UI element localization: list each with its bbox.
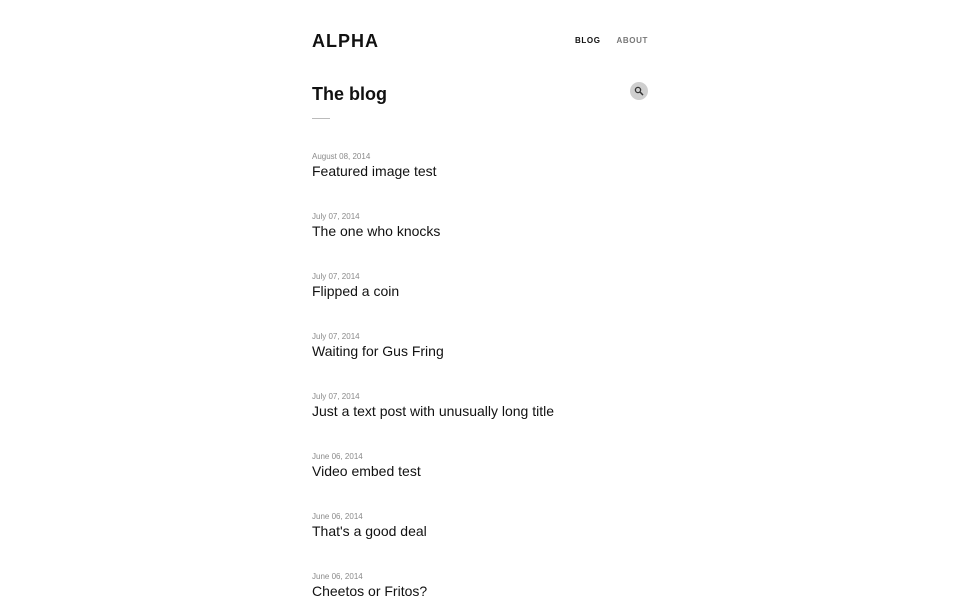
search-icon [634, 86, 644, 96]
content-column [312, 0, 648, 599]
blog-heading-section [312, 80, 648, 122]
post-date: July 07, 2014 [312, 332, 360, 341]
post-title-link[interactable]: Featured image test [312, 163, 437, 179]
post-date: June 06, 2014 [312, 452, 363, 461]
list-item [312, 210, 648, 270]
list-item [312, 270, 648, 330]
list-item [312, 450, 648, 510]
main-nav [575, 36, 648, 46]
list-item [312, 150, 648, 210]
post-date: August 08, 2014 [312, 152, 371, 161]
site-header [312, 0, 648, 60]
post-title-link[interactable]: Flipped a coin [312, 283, 400, 299]
title-divider [312, 118, 330, 119]
site-logo[interactable]: ALPHA [312, 31, 379, 51]
nav-link-about[interactable]: ABOUT [616, 36, 648, 45]
post-title-link[interactable]: Cheetos or Fritos? [312, 583, 428, 599]
post-date: July 07, 2014 [312, 392, 360, 401]
post-title-link[interactable]: Video embed test [312, 463, 421, 479]
list-item [312, 330, 648, 390]
list-item [312, 510, 648, 570]
post-date: June 06, 2014 [312, 572, 363, 581]
post-title-link[interactable]: Waiting for Gus Fring [312, 343, 444, 359]
post-date: July 07, 2014 [312, 272, 360, 281]
nav-link-blog[interactable]: BLOG [575, 36, 601, 45]
page-title: The blog [312, 84, 387, 104]
post-date: June 06, 2014 [312, 512, 363, 521]
post-list [312, 150, 648, 600]
list-item [312, 390, 648, 450]
post-title-link[interactable]: The one who knocks [312, 223, 441, 239]
post-date: July 07, 2014 [312, 212, 360, 221]
search-button[interactable] [630, 82, 648, 100]
post-title-link[interactable]: That's a good deal [312, 523, 427, 539]
post-title-link[interactable]: Just a text post with unusually long title [312, 403, 555, 419]
list-item [312, 570, 648, 600]
